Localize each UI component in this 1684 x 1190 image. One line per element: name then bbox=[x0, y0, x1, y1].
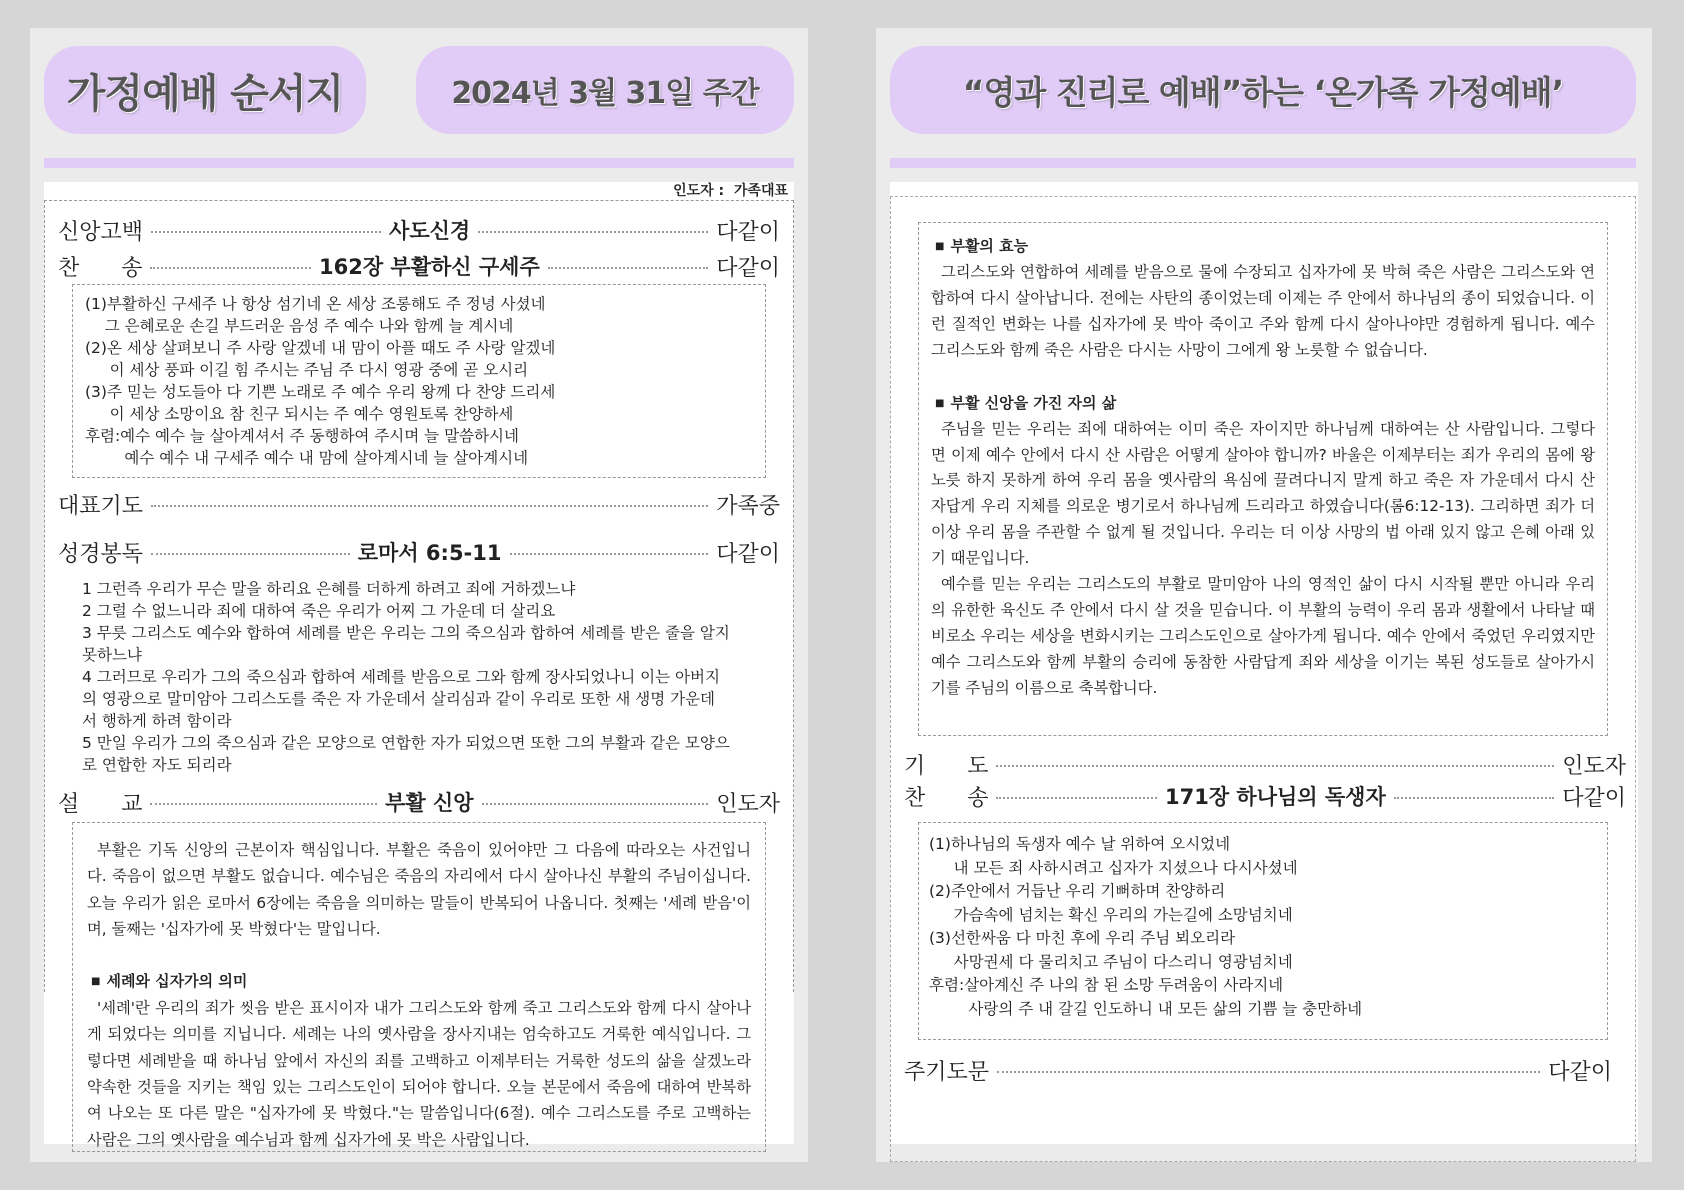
lyric-line: (2)온 세상 살펴보니 주 사랑 알겠네 내 맘이 아플 때도 주 사랑 알겠네 bbox=[85, 339, 556, 357]
verse-line: 5 만일 우리가 그의 죽으심과 같은 모양으로 연합한 자가 되었으면 또한 그의 부활과 같은 모양으 bbox=[82, 734, 730, 752]
square-bullet-icon: ■ bbox=[91, 976, 101, 988]
row-responder: 가족중 bbox=[716, 493, 780, 519]
row-title: 로마서 6:5-11 bbox=[357, 541, 502, 565]
row-responder: 다같이 bbox=[716, 541, 781, 567]
leader-dots bbox=[150, 267, 311, 269]
leader-dots bbox=[151, 505, 708, 507]
bulletin-title: 가정예배 순서지 bbox=[44, 46, 366, 134]
title-underline-bar bbox=[890, 158, 1636, 168]
row-label: 찬 송 bbox=[904, 785, 989, 811]
order-row-hymn bbox=[904, 780, 1626, 812]
leader-dots bbox=[150, 803, 377, 805]
sermon-subheading bbox=[935, 233, 1595, 260]
leader-dots bbox=[510, 553, 709, 555]
row-responder: 다같이 bbox=[716, 255, 781, 281]
lyric-line: 사랑의 주 내 갈길 인도하니 내 모든 삶의 기쁨 늘 충만하네 bbox=[929, 999, 1363, 1018]
leader-note: 인도자 : 가족대표 bbox=[673, 183, 788, 199]
order-row-reading bbox=[58, 536, 780, 568]
row-label: 주기도문 bbox=[904, 1059, 990, 1085]
lyric-line: 후렴:살아계신 주 나의 참 된 소망 두려움이 사라지네 bbox=[929, 976, 1284, 994]
verse-line: 1 그런즉 우리가 무슨 말을 하리요 은혜를 더하게 하려고 죄에 거하겠느냐 bbox=[82, 580, 576, 598]
lyric-line: (1)하나님의 독생자 예수 날 위하여 오시었네 bbox=[929, 835, 1231, 853]
leader-dots bbox=[996, 797, 1157, 799]
verse-line: 로 연합한 자도 되리라 bbox=[82, 756, 232, 774]
sermon-box bbox=[72, 822, 766, 1152]
square-bullet-icon: ■ bbox=[935, 397, 945, 409]
leader-dots bbox=[151, 553, 350, 555]
lyric-line: 이 세상 소망이요 참 친구 되시는 주 예수 영원토록 찬양하세 bbox=[85, 405, 514, 423]
lyric-line: (1)부활하신 구세주 나 항상 섬기네 온 세상 조롱해도 주 정녕 사셨네 bbox=[85, 295, 546, 313]
hymn-lyrics bbox=[85, 293, 753, 469]
row-title: 162장 부활하신 구세주 bbox=[318, 255, 540, 279]
hymn-lyrics bbox=[929, 833, 1597, 1021]
sermon-text bbox=[87, 837, 751, 1153]
leader-dots bbox=[548, 267, 709, 269]
sermon-subheading bbox=[935, 390, 1595, 417]
row-responder: 인도자 bbox=[716, 791, 781, 817]
row-label: 성경봉독 bbox=[58, 541, 144, 567]
order-row-sermon bbox=[58, 786, 780, 818]
lyric-line: (3)주 믿는 성도들아 다 기쁜 노래로 주 예수 우리 왕께 다 찬양 드리세 bbox=[85, 383, 556, 401]
lyric-line: 이 세상 풍파 이길 힘 주시는 주님 주 다시 영광 중에 곧 오시리 bbox=[85, 361, 529, 379]
row-label: 대표기도 bbox=[58, 493, 144, 519]
sermon-subheading bbox=[91, 968, 751, 995]
leader-dots bbox=[151, 231, 381, 233]
verse-line: 2 그럴 수 없느니라 죄에 대하여 죽은 우리가 어찌 그 가운데 더 살리요 bbox=[82, 602, 556, 620]
worship-theme-title: “영과 진리로 예배”하는 ‘온가족 가정예배’ bbox=[890, 46, 1636, 134]
subheading-text: 부활의 효능 bbox=[950, 237, 1029, 255]
order-row-lords-prayer bbox=[904, 1054, 1612, 1086]
verse-line: 못하느냐 bbox=[82, 646, 142, 664]
scripture-verses bbox=[82, 578, 730, 776]
leader-dots bbox=[482, 803, 709, 805]
hymn-lyrics-box bbox=[72, 284, 766, 478]
hymn-lyrics-box bbox=[918, 822, 1608, 1040]
lyric-line: 가슴속에 넘치는 확신 우리의 가는길에 소망넘치네 bbox=[929, 905, 1293, 924]
bulletin-date: 2024년 3월 31일 주간 bbox=[416, 46, 794, 134]
sermon-paragraph: 예수를 믿는 우리는 그리스도의 부활로 말미암아 나의 영적인 삶이 다시 시작될 뿐만 아니라 우리의 유한한 육신도 주 안에서 다시 살 것을 믿습니다. 이 부활의 능력이 우리 몸과 생활에서 나타날 때 비로소 우리는 세상을 변화시키는 그리스도인으로 살아가게 됩니다. 예수 안에서 죽었던 우리였지만 예수 그리스도와 함께 부활의 승리에 동참한 사람답게 죄와 세상을 이기는 복된 성도들로 살아가시기를 주님의 이름으로 축복합니다. bbox=[931, 575, 1595, 697]
subheading-text: 부활 신앙을 가진 자의 삶 bbox=[950, 393, 1117, 412]
lyric-line: (3)선한싸움 다 마친 후에 우리 주님 뵈오리라 bbox=[929, 929, 1236, 947]
verse-line: 4 그러므로 우리가 그의 죽으심과 합하여 세례를 받음으로 그와 함께 장사되었나니 이는 아버지 bbox=[82, 668, 720, 686]
left-page bbox=[30, 28, 808, 1162]
row-responder: 인도자 bbox=[1562, 753, 1626, 779]
row-label: 신앙고백 bbox=[58, 219, 144, 245]
lyric-line: (2)주안에서 거듭난 우리 기뻐하며 찬양하리 bbox=[929, 882, 1226, 900]
order-row-prayer bbox=[58, 488, 780, 520]
sermon-paragraph: 주님을 믿는 우리는 죄에 대하여는 이미 죽은 자이지만 하나님께 대하여는 산 사람입니다. 그렇다면 이제 예수 안에서 다시 산 사람은 어떻게 살아야 합니까? 바울은 이제부터는 죄가 우리의 몸에 왕 노릇 하지 못하게 하여 우리 몸을 옛사람의 욕심에 끌려다니지 말게 하고 죽은 자 가운데서 다시 산 자답게 우리 지체를 의로운 병기로서 하나님께 드리라고 하였습니다(롬6:12-13). 그리하면 죄가 더 이상 우리 몸을 주관할 수 없게 될 것입니다. 우리는 더 이상 사망의 법 아래 있지 않고 은혜 아래 있기 때문입니다. bbox=[931, 419, 1595, 568]
square-bullet-icon: ■ bbox=[935, 241, 945, 252]
row-label: 찬 송 bbox=[58, 255, 143, 281]
verse-line: 서 행하게 하려 함이라 bbox=[82, 712, 232, 730]
sermon-paragraph: '세례'란 우리의 죄가 씻음 받은 표시이자 내가 그리스도와 함께 죽고 그리스도와 함께 다시 살아나게 되었다는 의미를 지닙니다. 세례는 나의 옛사람을 장사지내는 엄숙하고도 거룩한 예식입니다. 그렇다면 세례받을 때 하나님 앞에서 자신의 죄를 고백하고 이제부터는 거룩한 성도의 삶을 살겠노라 약속한 것들을 지키는 책임 있는 그리스도인이 되어야 합니다. 오늘 본문에서 죽음에 대하여 반복하여 나오는 또 다른 말은 "십자가에 못 박혔다."는 말씀입니다(6절). 예수 그리스도를 주로 고백하는 사람은 그의 옛사람을 예수님과 함께 십자가에 못 박은 사람입니다. bbox=[87, 999, 751, 1149]
row-responder: 다같이 bbox=[1548, 1059, 1612, 1085]
leader-dots bbox=[1394, 797, 1555, 799]
row-label: 기 도 bbox=[904, 753, 989, 779]
lyric-line: 예수 예수 내 구세주 예수 내 맘에 살아계시네 늘 살아계시네 bbox=[85, 449, 529, 467]
sermon-continued-text bbox=[931, 233, 1595, 702]
verse-line: 의 영광으로 말미암아 그리스도를 죽은 자 가운데서 살리심과 같이 우리로 또한 새 생명 가운데 bbox=[82, 690, 716, 708]
leader-dots bbox=[996, 765, 1554, 767]
row-responder: 다같이 bbox=[1562, 785, 1627, 811]
order-row-prayer bbox=[904, 748, 1626, 780]
row-title: 171장 하나님의 독생자 bbox=[1164, 785, 1386, 809]
subheading-text: 세례와 십자가의 의미 bbox=[106, 972, 248, 991]
row-title: 부활 신앙 bbox=[385, 791, 474, 815]
leader-dots bbox=[478, 231, 708, 233]
sermon-paragraph: 그리스도와 연합하여 세례를 받음으로 물에 수장되고 십자가에 못 박혀 죽은 사람은 그리스도와 연합하여 다시 살아납니다. 전에는 사탄의 종이었는데 이제는 주 안에서 하나님의 종이 되었습니다. 이런 질적인 변화는 나를 십자가에 못 박아 죽이고 주와 함께 다시 살아나야만 경험하게 됩니다. 예수 그리스도와 함께 죽은 사람은 다시는 사망이 그에게 왕 노릇할 수 없습니다. bbox=[931, 263, 1595, 359]
right-page bbox=[876, 28, 1652, 1162]
lyric-line: 그 은혜로운 손길 부드러운 음성 주 예수 나와 함께 늘 계시네 bbox=[85, 317, 514, 335]
row-label: 설 교 bbox=[58, 791, 143, 817]
leader-dots bbox=[997, 1071, 1540, 1073]
verse-line: 3 무릇 그리스도 예수와 합하여 세례를 받은 우리는 그의 죽으심과 합하여 세례를 받은 줄을 알지 bbox=[82, 624, 730, 642]
row-title: 사도신경 bbox=[389, 219, 471, 243]
lyric-line: 사망권세 다 물리치고 주님이 다스리니 영광넘치네 bbox=[929, 952, 1293, 971]
row-responder: 다같이 bbox=[716, 219, 780, 245]
sermon-continued-box bbox=[918, 222, 1608, 736]
order-row-creed bbox=[58, 214, 780, 246]
lyric-line: 후렴:예수 예수 늘 살아계셔서 주 동행하여 주시며 늘 말씀하시네 bbox=[85, 427, 519, 445]
title-underline-bar bbox=[44, 158, 794, 168]
lyric-line: 내 모든 죄 사하시려고 십자가 지셨으나 다시사셨네 bbox=[929, 858, 1298, 877]
sermon-intro: 부활은 기독 신앙의 근본이자 핵심입니다. 부활은 죽음이 있어야만 그 다음에 따라오는 사건입니다. 죽음이 없으면 부활도 없습니다. 예수님은 죽음의 자리에서 다시 살아나신 부활의 주님이십니다. 오늘 우리가 읽은 로마서 6장에는 죽음을 의미하는 말들이 반복되어 나옵니다. 첫째는 '세례 받음'이며, 둘째는 '십자가에 못 박혔다'는 말입니다. bbox=[87, 841, 751, 938]
order-row-hymn bbox=[58, 250, 780, 282]
